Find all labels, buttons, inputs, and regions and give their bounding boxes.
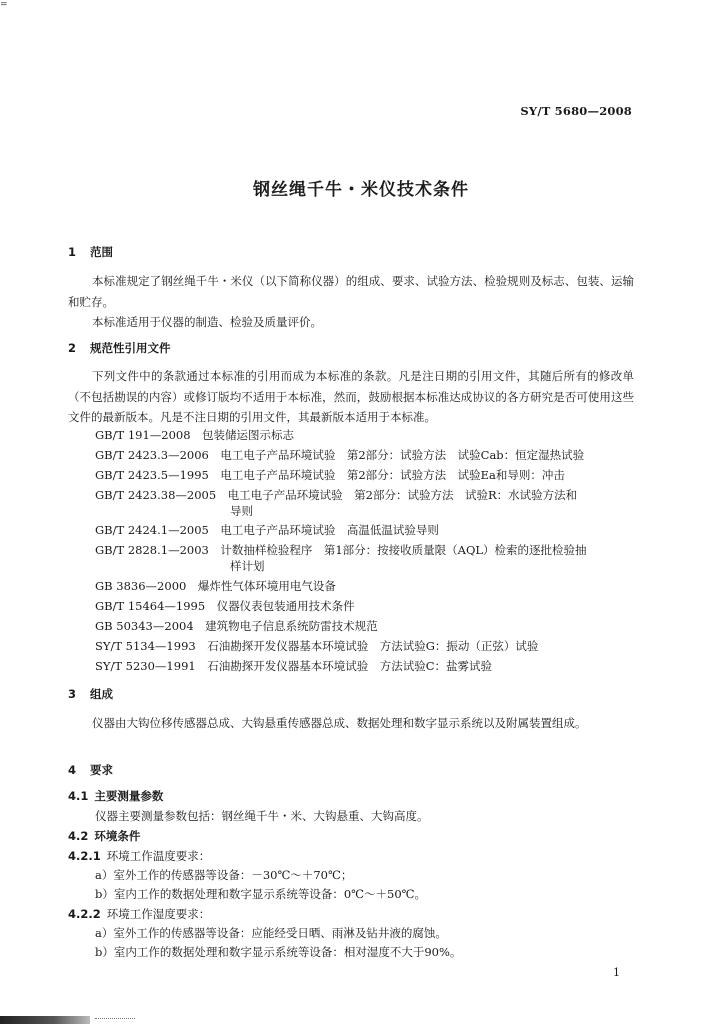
section-4-heading: 4 要求 bbox=[68, 763, 113, 777]
subsection-4-2-heading: 4.2 环境条件 bbox=[68, 829, 141, 843]
reference-item: GB/T 2423.5—1995 电工电子产品环境试验 第2部分：试验方法 试验Ea和导则：冲击 bbox=[95, 468, 565, 482]
subsection-4-2-1-heading: 4.2.1 环境工作温度要求： bbox=[68, 849, 211, 863]
reference-item-continuation: 样计划 bbox=[230, 559, 265, 573]
reference-item-continuation: 导则 bbox=[230, 504, 253, 518]
section-3-paragraph-1: 仪器由大钩位移传感器总成、大钩悬重传感器总成、数据处理和数字显示系统以及附属装置组成。 bbox=[92, 716, 587, 730]
list-item: a）室外工作的传感器等设备：－30℃～＋70℃； bbox=[95, 868, 353, 882]
reference-item: SY/T 5134—1993 石油勘探开发仪器基本环境试验 方法试验G：振动（正弦）试验 bbox=[95, 639, 539, 653]
list-item: b）室内工作的数据处理和数字显示系统等设备：相对湿度不大于90%。 bbox=[95, 945, 462, 959]
reference-item: SY/T 5230—1991 石油勘探开发仪器基本环境试验 方法试验C：盐雾试验 bbox=[95, 659, 492, 673]
corner-mark: = bbox=[0, 0, 8, 10]
reference-item: GB/T 2423.38—2005 电工电子产品环境试验 第2部分：试验方法 试验R：水试验方法和 bbox=[95, 488, 578, 502]
document-code: SY/T 5680—2008 bbox=[520, 104, 632, 118]
scan-edge-dots bbox=[95, 1018, 135, 1021]
section-1-paragraph-1: 本标准规定了钢丝绳千牛・米仪（以下简称仪器）的组成、要求、试验方法、检验规则及标志、包装、运输和贮存。 bbox=[68, 274, 634, 309]
page-number: 1 bbox=[613, 966, 620, 979]
section-2-paragraph-1: 下列文件中的条款通过本标准的引用而成为本标准的条款。凡是注日期的引用文件，其随后所有的修改单（不包括勘误的内容）或修订版均不适用于本标准，然而，鼓励根据本标准达成协议的各方研究是否可使用这些文件的最新版本。凡是不注日期的引用文件，其最新版本适用于本标准。 bbox=[68, 369, 634, 424]
reference-item: GB 3836—2000 爆炸性气体环境用电气设备 bbox=[95, 579, 336, 593]
reference-item: GB/T 2423.3—2006 电工电子产品环境试验 第2部分：试验方法 试验Cab：恒定湿热试验 bbox=[95, 448, 585, 462]
list-item: a）室外工作的传感器等设备：应能经受日晒、雨淋及钻井液的腐蚀。 bbox=[95, 926, 447, 940]
section-1-heading: 1 范围 bbox=[68, 245, 113, 259]
reference-item: GB/T 2828.1—2003 计数抽样检验程序 第1部分：按接收质量限（AQL）检索的逐批检验抽 bbox=[95, 543, 587, 557]
reference-item: GB 50343—2004 建筑物电子信息系统防雷技术规范 bbox=[95, 619, 378, 633]
section-1-paragraph-2: 本标准适用于仪器的制造、检验及质量评价。 bbox=[92, 315, 322, 329]
document-title: 钢丝绳千牛・米仪技术条件 bbox=[253, 180, 469, 200]
subsection-4-2-2-heading: 4.2.2 环境工作湿度要求： bbox=[68, 907, 211, 921]
reference-item: GB/T 191—2008 包装储运图示标志 bbox=[95, 428, 295, 442]
section-2-heading: 2 规范性引用文件 bbox=[68, 341, 171, 355]
reference-item: GB/T 2424.1—2005 电工电子产品环境试验 高温低温试验导则 bbox=[95, 523, 439, 537]
list-item: b）室内工作的数据处理和数字显示系统等设备：0℃～＋50℃。 bbox=[95, 887, 427, 901]
section-3-heading: 3 组成 bbox=[68, 687, 113, 701]
reference-item: GB/T 15464—1995 仪器仪表包装通用技术条件 bbox=[95, 599, 355, 613]
subsection-4-1-text: 仪器主要测量参数包括：钢丝绳千牛・米、大钩悬重、大钩高度。 bbox=[95, 809, 429, 823]
subsection-4-1-heading: 4.1 主要测量参数 bbox=[68, 789, 164, 803]
scan-edge-artifact bbox=[0, 1016, 90, 1024]
